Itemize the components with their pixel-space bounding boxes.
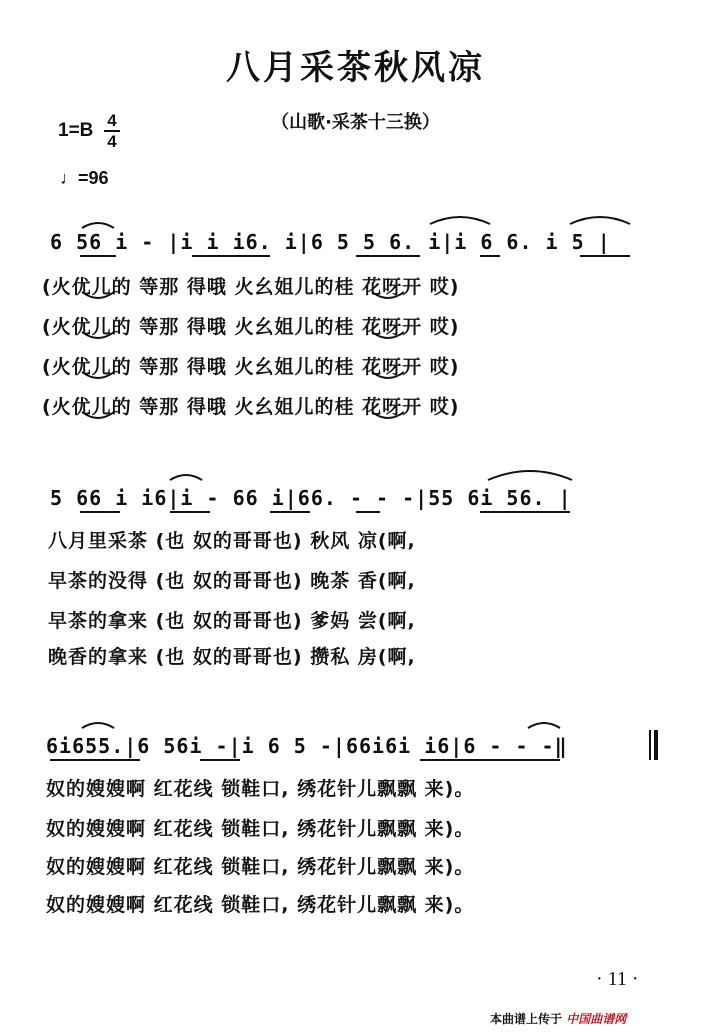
system-3-notes: 6i655.|6 56i -|i 6 5 -|66i6i i6|6 - - -‖ (46, 734, 568, 758)
footer-text: 本曲谱上传于 (490, 1012, 563, 1026)
site-logo: 中国曲谱网 (566, 1012, 627, 1026)
system-3-lyric-2: 奴的嫂嫂啊 红花线 锁鞋口, 绣花针儿飘飘 来)。 (46, 818, 475, 840)
time-signature-bottom: 4 (107, 132, 117, 151)
slur-mark (488, 471, 572, 480)
key-signature: 1=B (58, 120, 94, 141)
song-title: 八月采茶秋风凉 (226, 48, 485, 88)
lyric-slur (82, 292, 114, 298)
lyric-slur (372, 292, 404, 298)
song-subtitle: （山歌·采茶十三换） (271, 112, 440, 133)
slur-mark (82, 723, 114, 728)
system-2-lyric-1: 八月里采茶 (也 奴的哥哥也) 秋风 凉(啊, (48, 530, 416, 552)
system-1-lyric-3: (火优儿的 等那 得哦 火幺姐儿的桂 花呀开 哎) (42, 356, 460, 378)
time-signature-top: 4 (107, 111, 117, 130)
slur-mark (570, 217, 630, 224)
lyric-slur (372, 412, 404, 418)
slur-mark (528, 723, 560, 728)
system-3-lyric-1: 奴的嫂嫂啊 红花线 锁鞋口, 绣花针儿飘飘 来)。 (46, 778, 475, 800)
lyric-slur (82, 332, 114, 338)
system-3-lyric-3: 奴的嫂嫂啊 红花线 锁鞋口, 绣花针儿飘飘 来)。 (46, 856, 475, 878)
page-number: · 11 · (596, 968, 639, 990)
system-2-lyric-3: 早茶的拿来 (也 奴的哥哥也) 爹妈 尝(啊, (48, 610, 416, 632)
system-1-lyric-4: (火优儿的 等那 得哦 火幺姐儿的桂 花呀开 哎) (42, 396, 460, 418)
system-1-notes: 6 56 i - |i i i6. i|6 5 5 6. i|i 6 6. i 5 | (50, 230, 611, 254)
system-2-lyric-4: 晚香的拿来 (也 奴的哥哥也) 攒私 房(啊, (48, 646, 416, 668)
slur-mark (430, 217, 490, 224)
system-3-lyric-4: 奴的嫂嫂啊 红花线 锁鞋口, 绣花针儿飘飘 来)。 (46, 894, 475, 916)
upload-footer (490, 1010, 626, 1027)
tempo-marking: ♩=96 (60, 168, 109, 188)
lyric-slur (82, 412, 114, 418)
system-2-lyric-2: 早茶的没得 (也 奴的哥哥也) 晚茶 香(啊, (48, 570, 416, 592)
lyric-slur (372, 372, 404, 378)
system-1-lyric-2: (火优儿的 等那 得哦 火幺姐儿的桂 花呀开 哎) (42, 316, 460, 338)
slur-mark (170, 475, 202, 480)
lyric-slur (82, 372, 114, 378)
slur-mark (82, 223, 114, 228)
lyric-slur (372, 332, 404, 338)
system-2-notes: 5 66 i i6|i - 66 i|66. - - -|55 6i 56. | (50, 486, 572, 510)
system-1-lyric-1: (火优儿的 等那 得哦 火幺姐儿的桂 花呀开 哎) (42, 276, 460, 298)
